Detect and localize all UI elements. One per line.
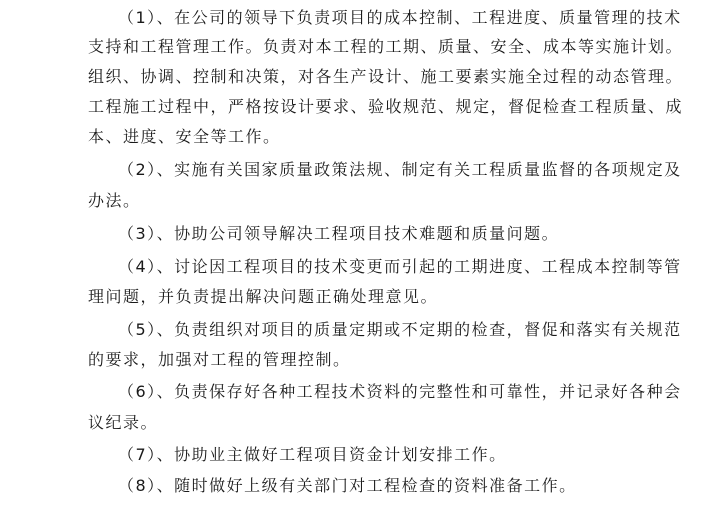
p2-line-1: （2）、实施有关国家质量政策法规、制定有关工程质量监督的各项规定及: [118, 160, 682, 179]
p7-line-1: （7）、协助业主做好工程项目资金计划安排工作。: [118, 445, 507, 464]
p4-line-1: （4）、讨论因工程项目的技术变更而引起的工期进度、工程成本控制等管: [118, 257, 682, 276]
p1-line-4: 工程施工过程中，严格按设计要求、验收规范、规定，督促检查工程质量、成: [88, 97, 684, 116]
p5-line-2: 的要求，加强对工程的管理控制。: [88, 350, 351, 369]
p1-line-5: 本、进度、安全等工作。: [88, 127, 281, 146]
p6-line-1: （6）、负责保存好各种工程技术资料的完整性和可靠性，并记录好各种会: [118, 382, 682, 401]
p6-line-2: 议纪录。: [88, 413, 159, 432]
p1-line-3: 组织、协调、控制和决策，对各生产设计、施工要素实施全过程的动态管理。: [88, 67, 684, 86]
p5-line-1: （5）、负责组织对项目的质量定期或不定期的检查，督促和落实有关规范: [118, 320, 682, 339]
p1-line-2: 支持和工程管理工作。负责对本工程的工期、质量、安全、成本等实施计划。: [88, 37, 684, 56]
p1-line-1: （1）、在公司的领导下负责项目的成本控制、工程进度、质量管理的技术: [118, 8, 682, 27]
p2-line-2: 办法。: [88, 191, 141, 210]
p4-line-2: 理问题，并负责提出解决问题正确处理意见。: [88, 287, 439, 306]
p3-line-1: （3）、协助公司领导解决工程项目技术难题和质量问题。: [118, 224, 560, 243]
p8-line-1: （8）、随时做好上级有关部门对工程检查的资料准备工作。: [118, 476, 577, 495]
